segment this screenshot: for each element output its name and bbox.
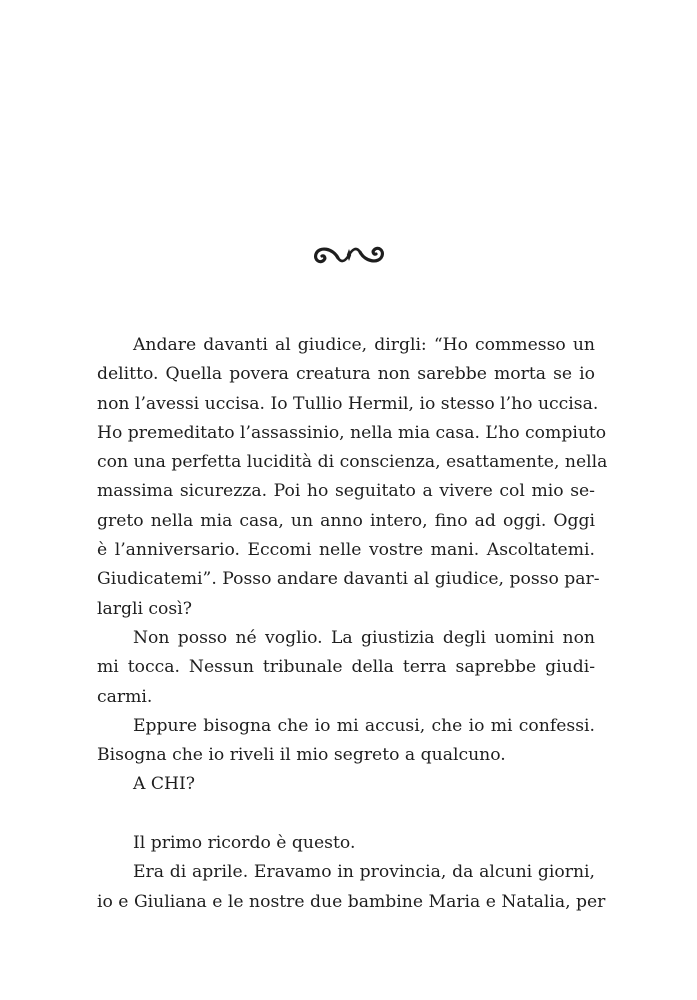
- paragraph: [97, 858, 606, 917]
- text-line: con una perfetta lucidità di conscienza, esattamente, nella: [97, 452, 608, 473]
- text-line: A CHI?: [133, 774, 196, 795]
- text-line: Bisogna che io riveli il mio segreto a qualcuno.: [97, 745, 506, 766]
- text-line: mi tocca. Nessun tribunale della terra saprebbe giudi-: [97, 657, 595, 678]
- text-line: Il primo ricordo è questo.: [133, 833, 356, 854]
- text-line: greto nella mia casa, un anno intero, fino ad oggi. Oggi: [97, 510, 595, 531]
- fleuron-ornament-icon: [311, 240, 387, 270]
- section-break: [97, 800, 595, 829]
- text-line: Era di aprile. Eravamo in provincia, da alcuni giorni,: [133, 862, 595, 883]
- paragraph: [97, 829, 595, 858]
- text-line: Ho premeditato l’assassinio, nella mia casa. L’ho compiuto: [97, 422, 607, 443]
- text-line: massima sicurezza. Poi ho seguitato a vivere col mio se-: [97, 481, 595, 502]
- text-line: delitto. Quella povera creatura non sarebbe morta se io: [97, 364, 595, 385]
- text-line: io e Giuliana e le nostre due bambine Maria e Natalia, per: [97, 891, 606, 912]
- paragraph: [97, 624, 595, 712]
- text-line: carmi.: [97, 686, 153, 707]
- text-line: largli così?: [97, 598, 192, 619]
- text-line: è l’anniversario. Eccomi nelle vostre mani. Ascoltatemi.: [97, 540, 595, 561]
- text-line: Eppure bisogna che io mi accusi, che io mi confessi.: [133, 715, 595, 736]
- paragraph: [97, 712, 595, 771]
- text-line: Giudicatemi”. Posso andare davanti al giudice, posso par-: [97, 569, 600, 590]
- text-line: Non posso né voglio. La giustizia degli uomini non: [133, 627, 595, 648]
- paragraph: [97, 331, 608, 624]
- chapter-text: [97, 331, 608, 917]
- paragraph: [97, 770, 595, 799]
- text-line: non l’avessi uccisa. Io Tullio Hermil, io stesso l’ho uccisa.: [97, 393, 599, 414]
- text-line: Andare davanti al giudice, dirgli: “Ho commesso un: [133, 335, 595, 355]
